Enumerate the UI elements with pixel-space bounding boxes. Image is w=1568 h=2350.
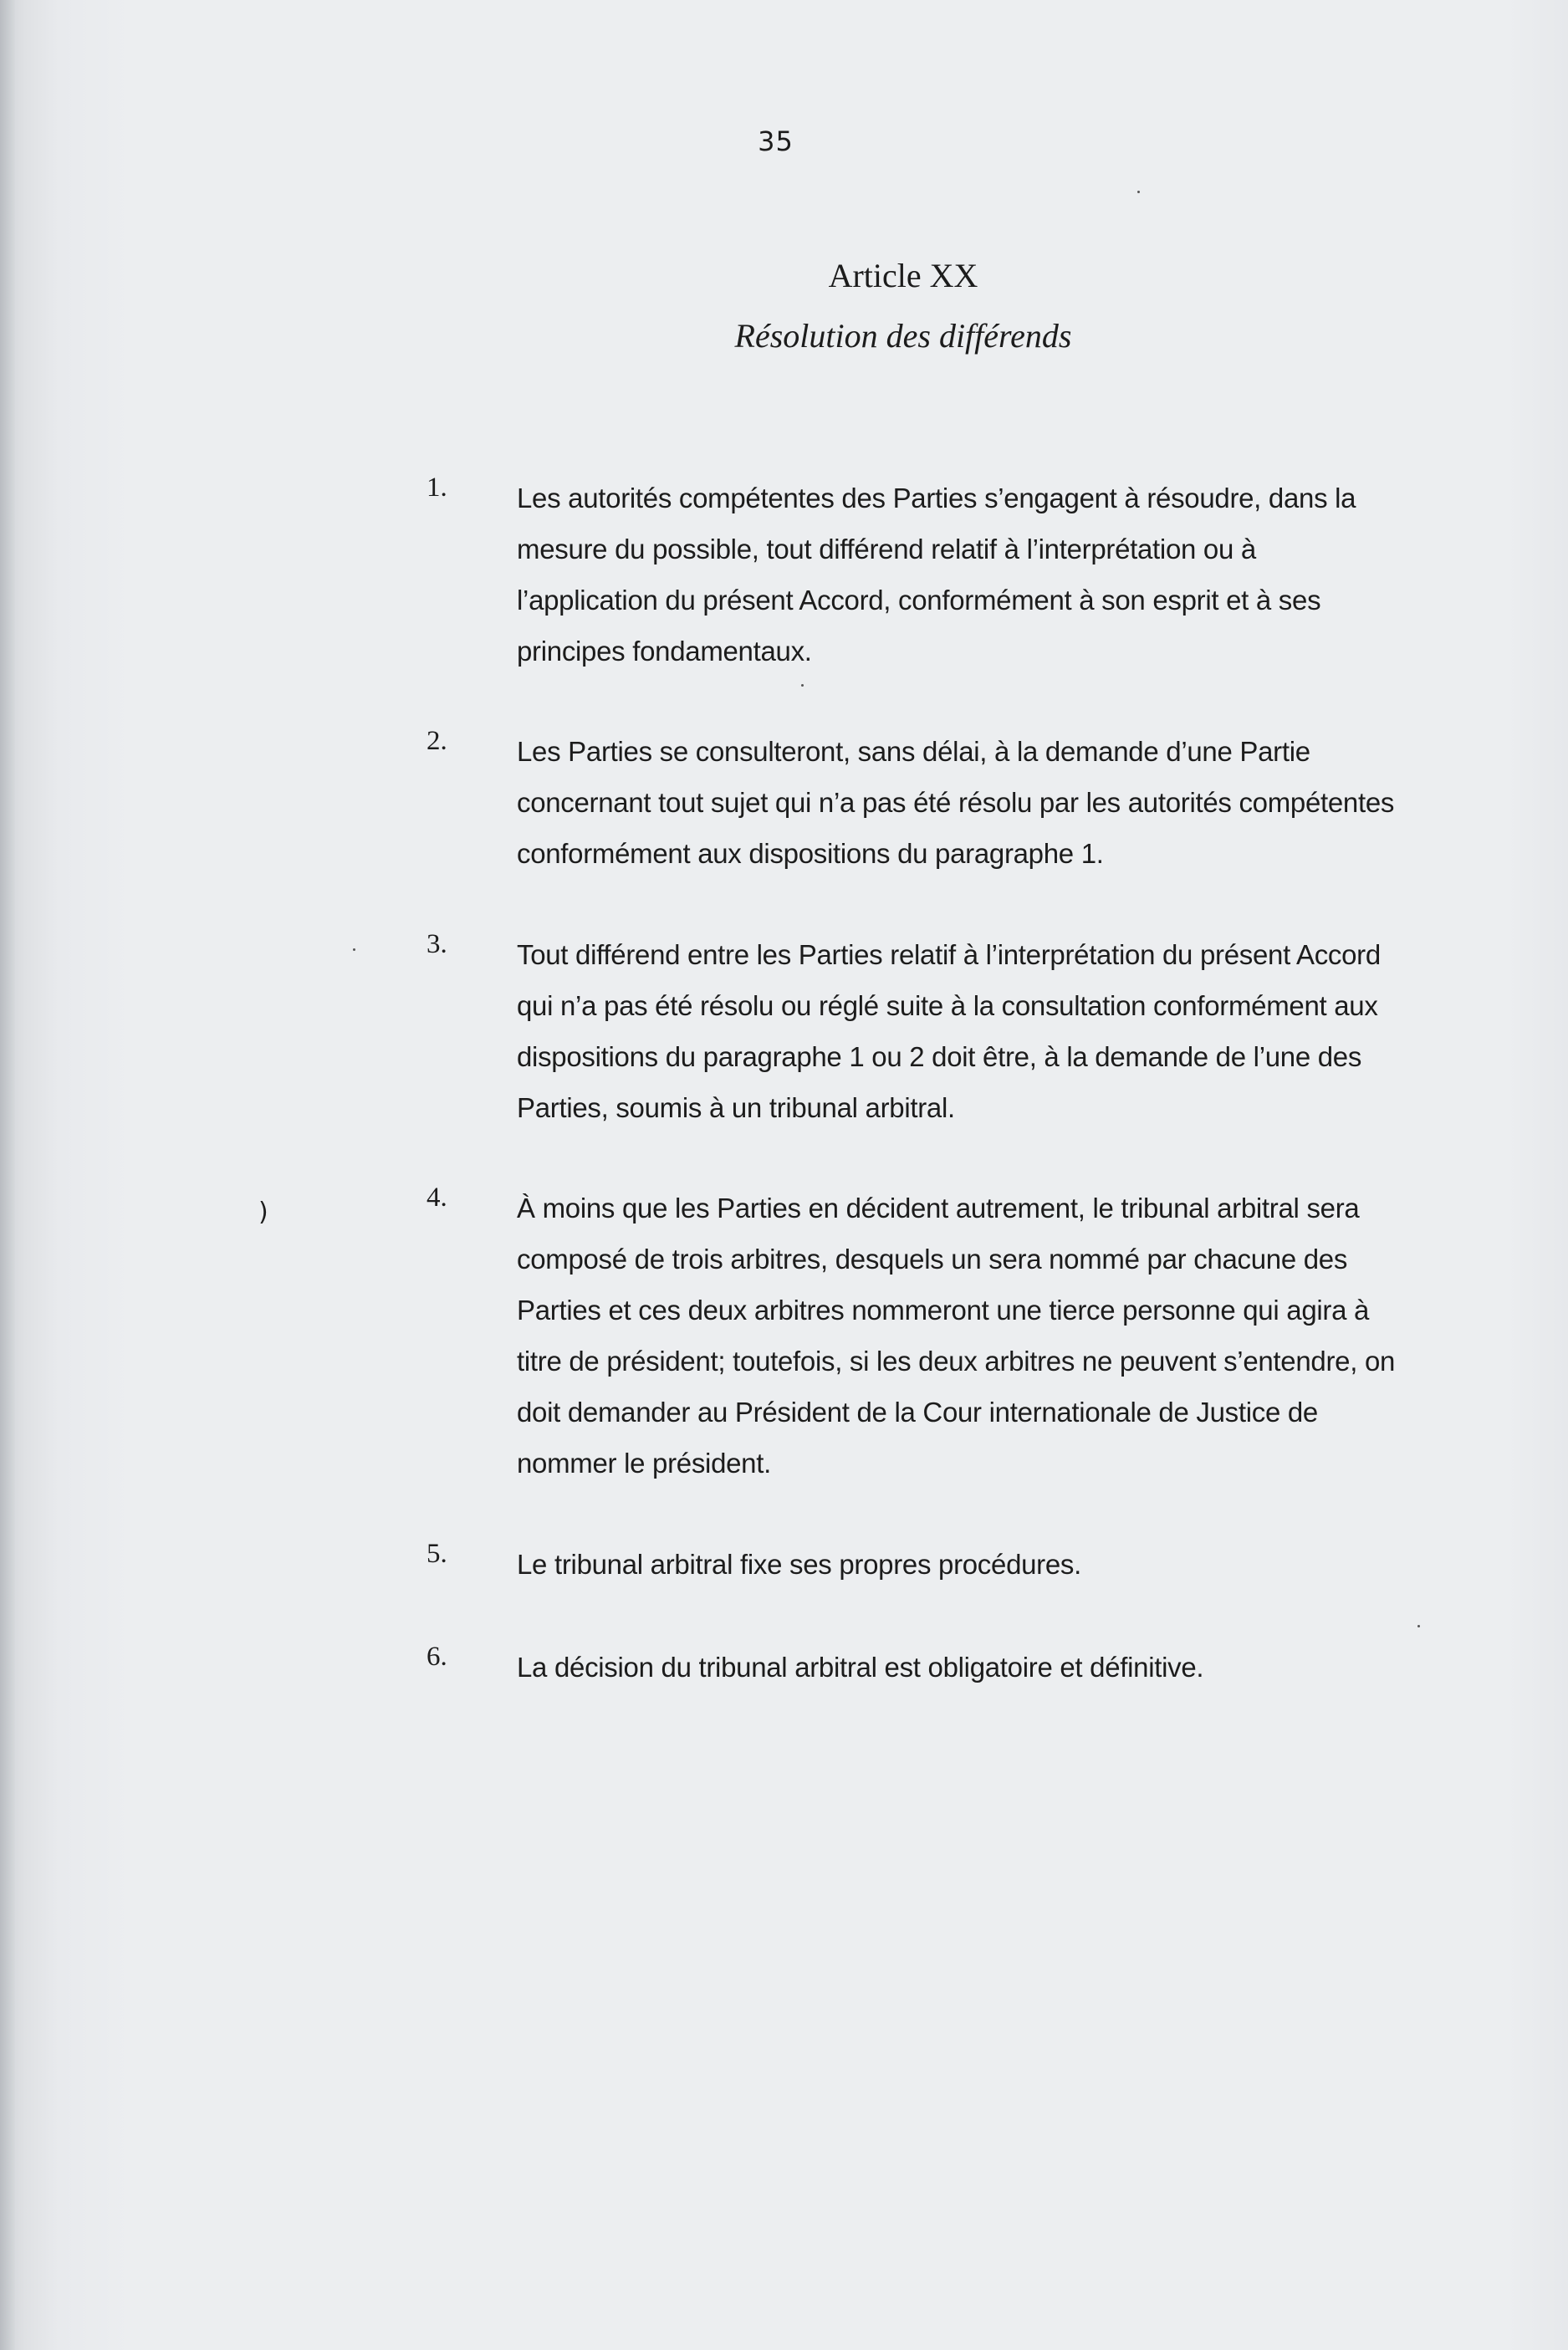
paragraph-text: À moins que les Parties en décident autrement, le tribunal arbitral sera composé de trois arbitres, desquels un sera nommé par chacune des Parties et ces deux arbitres nommeront une tierce personne qui agira à titre de président; toutefois, si les deux arbitres ne peuvent s’entendre, on doit demander au Président de la Cour internationale de Justice de nommer le président.: [517, 1193, 1396, 1479]
article-subtitle: Résolution des différends: [734, 317, 1072, 355]
binding-edge: [0, 0, 15, 2350]
page-number: 35: [758, 125, 794, 157]
paragraph-text: Les Parties se consulteront, sans délai, à la demande d’une Partie concernant tout sujet qui n’a pas été résolu par les autorités compétentes conformément aux dispositions du paragraphe 1.: [517, 736, 1395, 869]
paragraph-number: 3.: [426, 929, 447, 959]
paragraph-number: 1.: [426, 473, 447, 503]
paper-speck: [353, 948, 355, 951]
article-title: Article XX: [828, 257, 978, 294]
margin-mark: ): [258, 1198, 268, 1227]
paragraph-number: 6.: [426, 1642, 447, 1672]
paragraph-text: La décision du tribunal arbitral est obligatoire et définitive.: [517, 1652, 1204, 1683]
paragraph-text: Le tribunal arbitral fixe ses propres procédures.: [517, 1549, 1081, 1580]
paper-speck: [1137, 191, 1140, 193]
paragraph-number: 4.: [426, 1183, 447, 1213]
paragraph-number: 2.: [426, 726, 447, 756]
paragraph-text: Tout différend entre les Parties relatif à l’interprétation du présent Accord qui n’a pas été résolu ou réglé suite à la consultation conformément aux dispositions du paragraphe 1 ou 2 doit être, à la demande de l’une des Parties, soumis à un tribunal arbitral.: [517, 939, 1381, 1123]
paragraph-number: 5.: [426, 1539, 447, 1569]
paragraph-text: Les autorités compétentes des Parties s’engagent à résoudre, dans la mesure du possible, tout différend relatif à l’interprétation ou à l’application du présent Accord, conformément à son esprit et à ses principes fondamentaux.: [517, 483, 1356, 667]
paper-speck: [1417, 1625, 1420, 1627]
paper-speck: [801, 684, 804, 687]
